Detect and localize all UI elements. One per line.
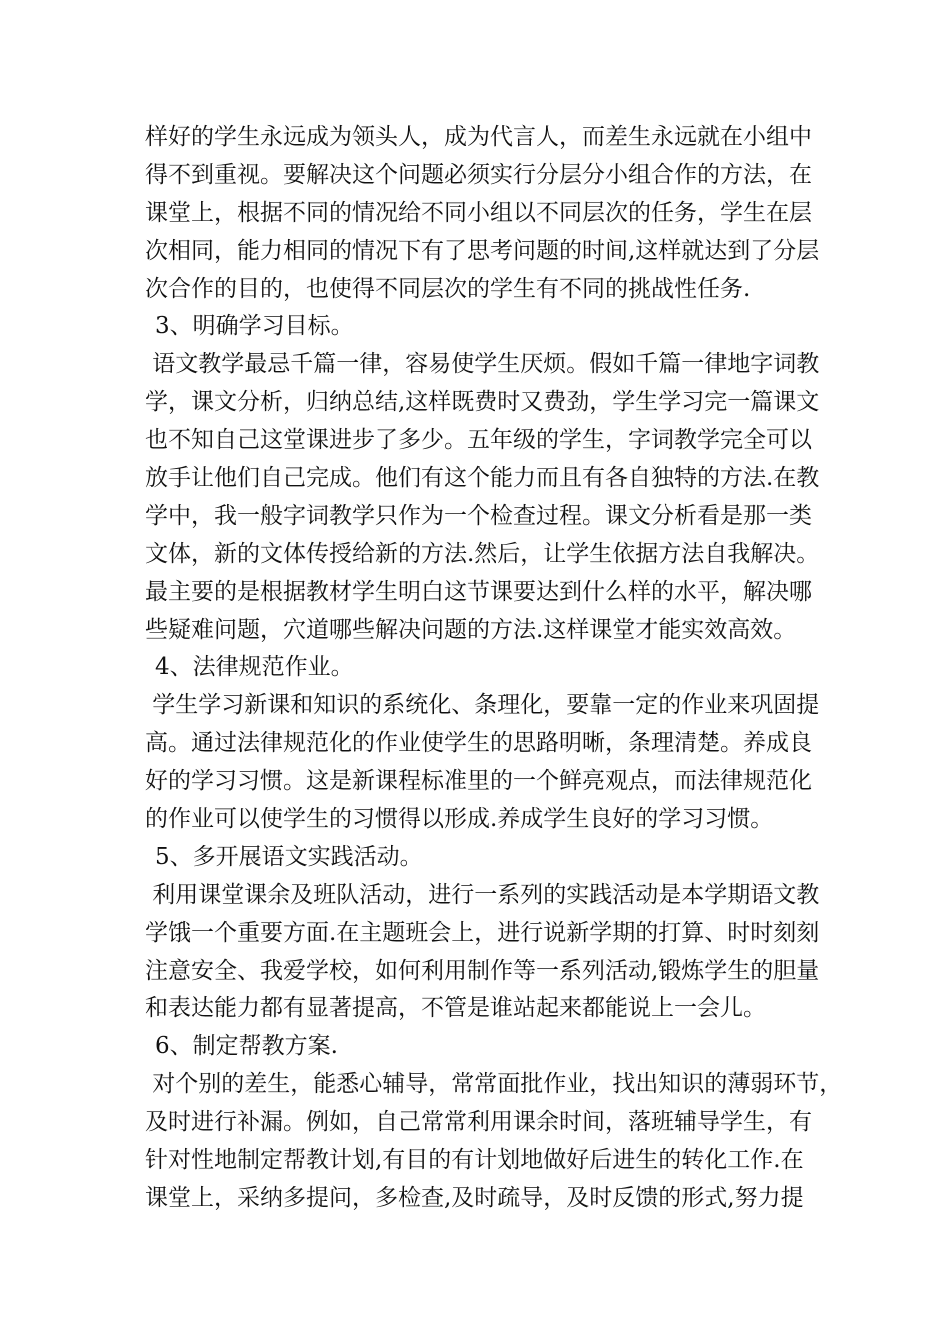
paragraph-line: 的作业可以使学生的习惯得以形成.养成学生良好的学习习惯。 (145, 806, 774, 833)
paragraph-line: 最主要的是根据教材学生明白这节课要达到什么样的水平，解决哪 (145, 578, 812, 605)
paragraph-line: 语文教学最忌千篇一律，容易使学生厌烦。假如千篇一律地字词教 (145, 351, 820, 378)
paragraph-line: 样好的学生永远成为领头人，成为代言人，而差生永远就在小组中 (145, 124, 812, 150)
paragraph-line: 好的学习习惯。这是新课程标准里的一个鲜亮观点，而法律规范化 (145, 768, 812, 795)
section-heading: 6、制定帮教方案. (155, 1033, 338, 1060)
paragraph-line: 及时进行补漏。例如，自己常常利用课余时间，落班辅导学生，有 (145, 1109, 812, 1136)
paragraph-line: 利用课堂课余及班队活动，进行一系列的实践活动是本学期语文教 (145, 881, 820, 908)
paragraph-line: 文体，新的文体传授给新的方法.然后，让学生依据方法自我解决。 (145, 540, 820, 567)
paragraph-line: 对个别的差生，能悉心辅导，常常面批作业，找出知识的薄弱环节， (145, 1071, 843, 1098)
paragraph-line: 和表达能力都有显著提高，不管是谁站起来都能说上一会儿。 (145, 995, 766, 1022)
paragraph-line: 针对性地制定帮教计划,有目的有计划地做好后进生的转化工作.在 (145, 1147, 804, 1174)
document-body (145, 119, 843, 1218)
paragraph-line: 也不知自己这堂课进步了多少。五年级的学生，字词教学完全可以 (145, 427, 812, 454)
paragraph-line: 些疑难问题，穴道哪些解决问题的方法.这样课堂才能实效高效。 (145, 616, 797, 643)
paragraph-line: 高。通过法律规范化的作业使学生的思路明晰，条理清楚。养成良 (145, 730, 812, 757)
paragraph-line: 学饿一个重要方面.在主题班会上，进行说新学期的打算、时时刻刻 (145, 919, 820, 946)
paragraph-line: 学中，我一般字词教学只作为一个检查过程。课文分析看是那一类 (145, 502, 812, 529)
paragraph-line: 次相同，能力相同的情况下有了思考问题的时间,这样就达到了分层 (145, 237, 820, 264)
paragraph-line: 学生学习新课和知识的系统化、条理化，要靠一定的作业来巩固提 (145, 692, 820, 719)
paragraph-line: 注意安全、我爱学校，如何利用制作等一系列活动,锻炼学生的胆量 (145, 957, 820, 984)
paragraph-line: 学，课文分析，归纳总结,这样既费时又费劲，学生学习完一篇课文 (145, 389, 820, 416)
paragraph-line: 放手让他们自己完成。他们有这个能力而且有各自独特的方法.在教 (145, 465, 820, 492)
section-heading: 5、多开展语文实践活动。 (155, 843, 423, 870)
paragraph-line: 课堂上，采纳多提问，多检查,及时疏导，及时反馈的形式,努力提 (145, 1184, 804, 1211)
paragraph-line: 次合作的目的，也使得不同层次的学生有不同的挑战性任务. (145, 275, 751, 302)
paragraph-line: 得不到重视。要解决这个问题必须实行分层分小组合作的方法，在 (145, 161, 812, 188)
section-heading: 3、明确学习目标。 (155, 313, 354, 340)
section-heading: 4、法律规范作业。 (155, 654, 354, 681)
paragraph-line: 课堂上，根据不同的情况给不同小组以不同层次的任务，学生在层 (145, 199, 812, 226)
